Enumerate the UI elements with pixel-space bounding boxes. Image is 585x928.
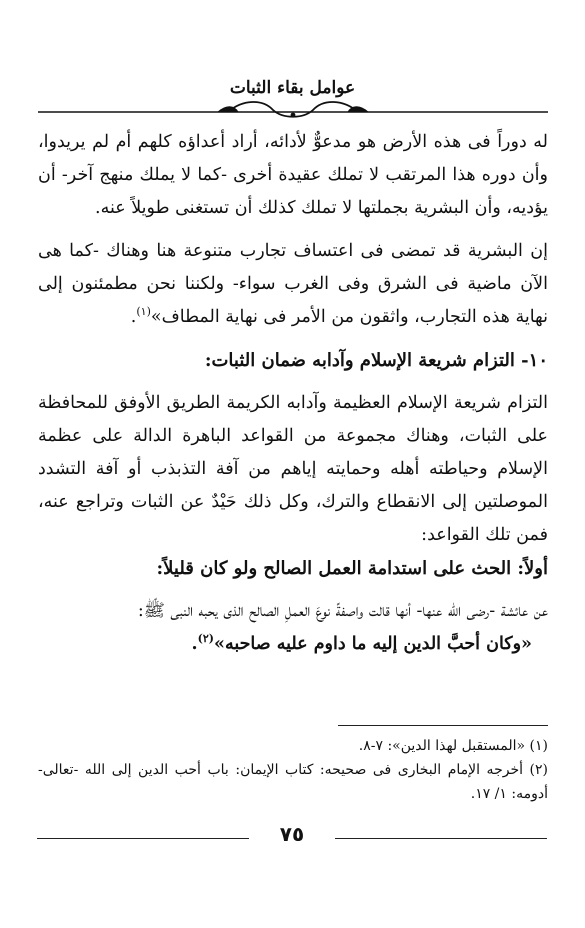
footer-rule-right [335,838,547,839]
section-heading-10: ١٠- التزام شريعة الإسلام وآدابه ضمان الثبات: [204,350,548,371]
page-footer [37,818,547,858]
paragraph-experiments-text: إن البشرية قد تمضى فى اعتساف تجارب متنوعة هنا وهناك -كما هى الآن ماضية فى الشرق وفى الغرب سواء- ولكننا نحن مطمئنون إلى نهاية هذه التجارب، واثقون من الأمر فى نهاية المطاف» [38,241,548,327]
running-header: عوامل بقاء الثبات [229,78,356,98]
footnote-ref-1: (١) [136,305,151,319]
footnote-2: (٢) أخرجه الإمام البخارى فى صحيحه: كتاب الإيمان: باب أحب الدين إلى الله -تعالى- أدومه: ١/ ١٧. [38,762,548,802]
paragraph-aisha: عن عائشة -رضى الله عنها- أنها قالت واصفةً نوعَ العملِ الصالح الذى يحبه النبى ﷺ: [137,601,548,621]
footnotes [38,734,548,806]
paragraph-experiments: إن البشرية قد تمضى فى اعتساف تجارب متنوعة هنا وهناك -كما هى الآن ماضية فى الشرق وفى الغرب سواء- ولكننا نحن مطمئنون إلى نهاية هذه التجارب، واثقون من الأمر فى نهاية المطاف»$^{(١)}$. [38,241,548,327]
footnote-1: (١) «المستقبل لهذا الدين»: ٧-٨. [358,738,548,754]
page-number: ٧٥ [279,822,305,846]
body-text [38,126,548,661]
paragraph-continuation: له دوراً فى هذه الأرض هو مدعوٌّ لأدائه، أراد أعداؤه كلهم أم لم يريدوا، وأن دوره هذا المرتقب لا تملك عقيدة أخرى -كما لا يملك منهج آخر- أن يؤديه، وأن البشرية بجملتها لا تملك كذلك أن تستغنى طويلاً عنه. [38,132,548,218]
header-ornament [38,97,548,123]
footnote-ref-2: (٢) [197,632,214,646]
footnote-separator [338,725,548,726]
hadith-quote: «وكان أحبَّ الدين إليه ما داوم عليه صاحبه»$^{(٢)}$. [191,632,532,654]
hadith-quote-text: «وكان أحبَّ الدين إليه ما داوم عليه صاحبه» [214,634,532,654]
subsection-heading-first: أولاً: الحث على استدامة العمل الصالح ولو كان قليلاً: [156,558,548,579]
paragraph-sharia: التزام شريعة الإسلام العظيمة وآدابه الكريمة الطريق الأوفق للمحافظة على الثبات، وهناك مجموعة من القواعد الباهرة الدالة على عظمة الإسلام وحياطته أهله وحمايته إياهم من آفة التذبذب أو آفة التشدد الموصلتين إلى الانقطاع والترك، وكل ذلك حَيْدٌ عن الثبات وتراجع عنه، فمن تلك القواعد: [38,393,548,545]
